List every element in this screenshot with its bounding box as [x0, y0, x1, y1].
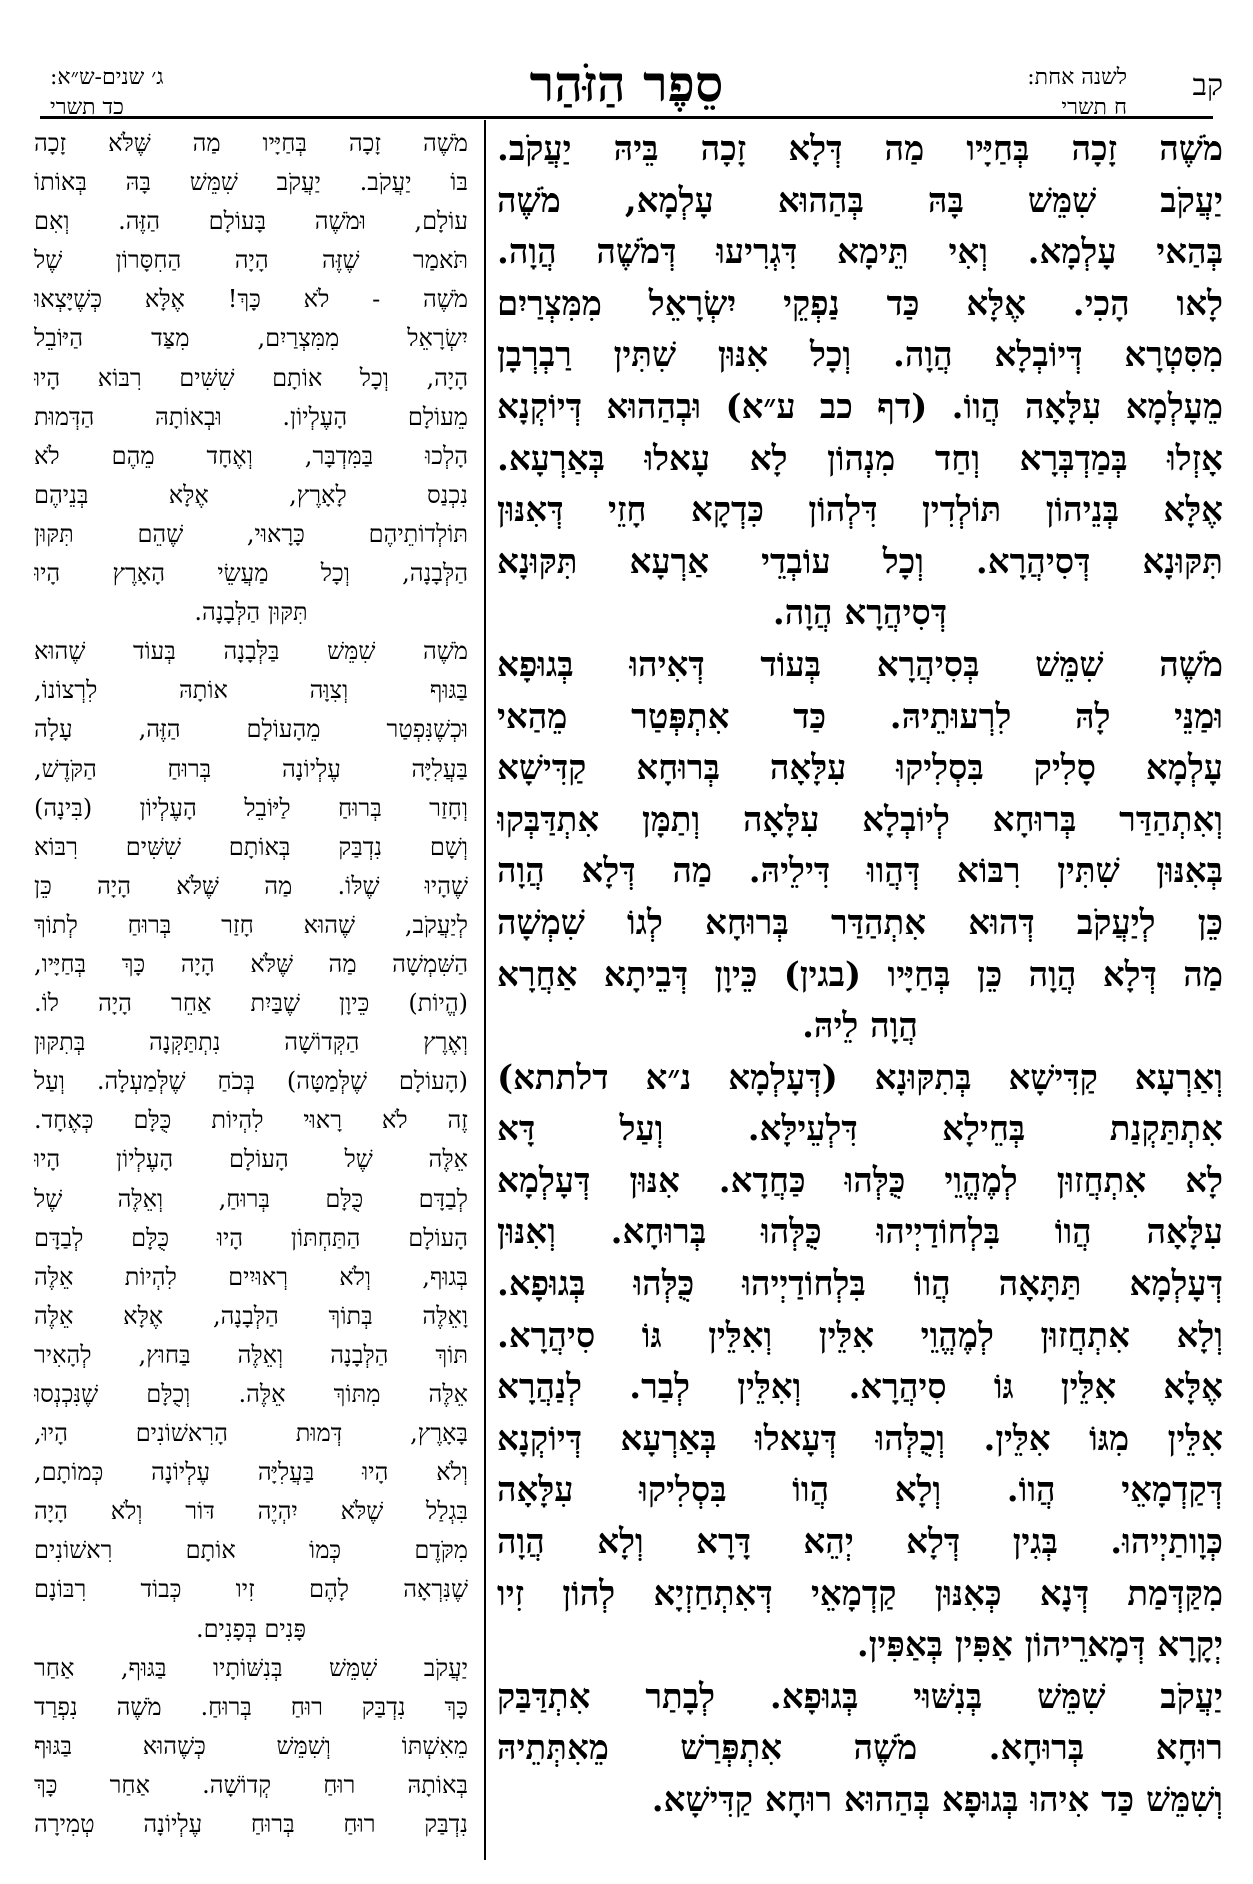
- aramaic-main-column: [497, 124, 1223, 1827]
- translation-text-line: כָּךְ נִדְבַּק רוּחַ בְּרוּחַ. מֹשֶׁה נִפְרַד: [34, 1692, 468, 1721]
- main-text-line: מִקַּדְּמַת דְּנָא כְּאִנּוּן קַדְמָאֵי דְּאִתְחַזְיָא לְהוֹן זִיו: [497, 1573, 1223, 1614]
- main-text-line: וְאַרְעָא קַדִּישָׁא בְּתִקּוּנָא (דְּעָלְמָא נ״א דלתתא): [497, 1057, 1223, 1098]
- translation-text-line: וְשָׁם נִדְבַּק בְּאוֹתָם שִׁשִּׁים רִבּוֹא: [34, 832, 468, 861]
- translation-text-line: מֵאִשְׁתּוֹ וְשִׁמֵּשׁ כְּשֶׁהוּא בַּגּוּף: [34, 1731, 468, 1760]
- main-text-line: אֶלָּא בְּנֵיהוֹן תּוֹלְדִין דִּלְהוֹן כִּדְקָא חָזֵי דְּאִנּוּן: [497, 490, 1223, 531]
- header-right-date: ח תשרי: [1061, 95, 1127, 120]
- translation-text-line: (הֱיוֹת) כֵּיוָן שֶׁבַּיִת אַחֵר הָיָה לוֹ.: [34, 989, 468, 1018]
- column-divider: [484, 120, 486, 1860]
- main-text-line: וְלָא אִתְחֲזוּן לְמֶהֱוֵי אִלֵּין וְאִלֵּין גּוֹ סִיהֲרָא.: [497, 1315, 1223, 1356]
- translation-text-line: אֵלֶּה מִתּוֹךְ אֵלֶּה. וְכֻלָּם שֶׁנִּכְנְסוּ: [34, 1380, 468, 1408]
- translation-text-line: הַשִּׁמְשָׁה מַה שֶּׁלֹּא הָיָה כָּךְ בְּחַיָּיו,: [34, 949, 468, 978]
- main-text-line: כֵּן לְיַעֲקֹב דְּהוּא אִתְהַדַּר בְּרוּחָא לְגוֹ שִׁמְשָׁה: [497, 902, 1223, 943]
- main-text-line: יַעֲקֹב שִׁמֵּשׁ בָּהּ בְּהַהוּא עָלְמָא, מֹשֶׁה: [497, 180, 1223, 221]
- main-text-line: תִּקּוּנָא דְּסִיהֲרָא. וְכָל עוֹבְדֵי אַרְעָא תִּקּוּנָא: [497, 541, 1223, 582]
- translation-text-line: (הָעוֹלָם שֶׁלְּמַטָּה) בְּכֹחַ שֶׁלְּמַעְלָה. וְעַל: [34, 1067, 468, 1096]
- main-text-line: בְּאִנּוּן שִׁתִּין רִבּוֹא דְּהֲווּ דִּילֵיהּ. מַה דְּלָא הֲוָה: [497, 851, 1223, 892]
- book-title: סֵפֶר הַזֹּהַר: [529, 54, 724, 113]
- main-text-line: דְּעָלְמָא תַּתָּאָה הֲווֹ בִּלְחוֹדַיְיהוּ כֻּלְּהוּ בְּגוּפָא.: [497, 1264, 1223, 1305]
- translation-text-line: בִּגְלַל שֶׁלֹּא יִהְיֶה דּוֹר וְלֹא הָיָה: [34, 1497, 468, 1526]
- translation-text-line: הָלְכוּ בַּמִּדְבָּר, וְאֶחָד מֵהֶם לֹא: [34, 441, 468, 470]
- translation-text-line: עוֹלָם, וּמֹשֶׁה בָּעוֹלָם הַזֶּה. וְאִם: [34, 207, 468, 236]
- translation-text-line: וְאֶרֶץ הַקְּדוֹשָׁה נִתְתַּקְּנָה בְּתִקּוּן: [34, 1028, 468, 1057]
- translation-text-line: לְיַעֲקֹב, שֶׁהוּא חָזַר בְּרוּחַ לְתוֹךְ: [34, 910, 468, 939]
- main-text-line: אִתְתַּקְנַת בְּחֵילָא דִּלְעֵילָּא. וְעַל דָּא: [497, 1109, 1223, 1150]
- translation-text-line: הַלְּבָנָה, וְכָל מַעֲשֵׂי הָאָרֶץ הָיוּ: [34, 559, 468, 588]
- translation-text-line: בְּגוּף, וְלֹא רְאוּיִים לִהְיוֹת אֵלֶּה: [34, 1262, 468, 1291]
- translation-text-line: וְחָזַר בְּרוּחַ לַיּוֹבֵל הָעֶלְיוֹן (בִּינָה): [34, 793, 468, 822]
- translation-text-line: תּוֹלְדוֹתֵיהֶם כָּרָאוּי, שֶׁהֵם תִּקּוּן: [34, 519, 468, 548]
- main-text-line: מִסִּטְרָא דְּיוֹבְלָא הֲוָה. וְכָל אִנּוּן שִׁתִּין רַבְרְבָן: [497, 335, 1223, 376]
- translation-text-line: וְלֹא הָיוּ בַּעֲלִיָּה עֶלְיוֹנָה כְּמוֹתָם,: [34, 1458, 468, 1487]
- translation-text-line: וָאֵלֶּה בְּתוֹךְ הַלְּבָנָה, אֶלָּא אֵלֶּה: [34, 1301, 468, 1330]
- translation-text-line: שֶׁהָיוּ שֶׁלּוֹ. מַה שֶּׁלֹּא הָיָה כֵּן: [34, 871, 468, 900]
- main-text-line: עָלְמָא סָלִיק בִּסְלִיקוּ עִלָּאָה בְּרוּחָא קַדִּישָׁא: [497, 748, 1223, 789]
- translation-text-line: לְבַדָּם כֻּלָּם בְּרוּחַ, וְאֵלֶּה שֶׁל: [34, 1184, 468, 1213]
- main-text-line: וְשִׁמֵּשׁ כַּד אִיהוּ בְּגוּפָא בְּהַהוּא רוּחָא קַדִּישָׁא.: [651, 1780, 1223, 1820]
- translation-text-line: תּוֹךְ הַלְּבָנָה וְאֵלֶּה בַּחוּץ, לְהָאִיר: [34, 1340, 468, 1369]
- translation-text-line: נִכְנַס לָאָרֶץ, אֶלָּא בְּנֵיהֶם: [34, 480, 468, 509]
- translation-text-line: הָיָה, וְכָל אוֹתָם שִׁשִּׁים רִבּוֹא הָיוּ: [34, 363, 468, 392]
- main-text-line: יַעֲקֹב שִׁמֵּשׁ בְּנִשּׁוּי בְּגוּפָא. לְבָתַר אִתְדַּבַּק: [497, 1676, 1223, 1717]
- translation-text-line: בַּעֲלִיָּה עֶלְיוֹנָה בְּרוּחַ הַקֹּדֶשׁ,: [34, 754, 468, 783]
- translation-text-line: בְּאוֹתָהּ רוּחַ קְדוֹשָׁה. אַחַר כָּךְ: [34, 1770, 468, 1799]
- main-text-line: וּמַנֵּי לָהּ לִרְעוּתֵיהּ. כַּד אִתְפְּטַר מֵהַאי: [497, 696, 1223, 737]
- main-text-line: דְּסִיהֲרָא הֲוָה.: [772, 593, 948, 634]
- main-text-line: מַה דְּלָא הֲוָה כֵּן בְּחַיָּיו (בגין) כֵּיוָן דְּבֵיתָא אַחֲרָא: [497, 954, 1223, 995]
- header-right-reading-plan: לשנה אחת:: [1027, 65, 1127, 90]
- translation-text-line: הָעוֹלָם הַתַּחְתּוֹן הָיוּ כֻּלָּם לְבַדָּם: [34, 1223, 468, 1252]
- main-text-line: אֶלָּא אִלֵּין גּוֹ סִיהֲרָא. וְאִלֵּין לְבַר. לְנַהֲרָא: [497, 1367, 1223, 1408]
- main-text-line: וְאִתְהַדַּר בְּרוּחָא לְיוֹבְלָא עִלָּאָה וְתַמָּן אִתְדַּבְּקוּ: [497, 799, 1223, 840]
- translation-text-line: תִּקּוּן הַלְּבָנָה.: [194, 598, 308, 627]
- main-text-line: לָא אִתְחֲזוּן לְמֶהֱוֵי כֻּלְּהוּ כַּחֲדָא. אִנּוּן דְּעָלְמָא: [497, 1160, 1223, 1201]
- translation-text-line: יִשְׂרָאֵל מִמִּצְרַיִם, מִצַּד הַיּוֹבֵל: [34, 324, 468, 353]
- page-number: קב: [1192, 68, 1223, 103]
- translation-text-line: מֹשֶׁה - לֹא כָּךְ! אֶלָּא כְּשֶׁיָּצְאוּ: [34, 285, 468, 314]
- main-text-line: מֹשֶׁה זָכָה בְּחַיָּיו מַה דְּלָא זָכָה בֵּיהּ יַעֲקֹב.: [497, 129, 1223, 169]
- main-text-line: בְּהַאי עָלְמָא. וְאִי תֵּימָא דִּגְרִיעוּ דְּמֹשֶׁה הֲוָה.: [497, 232, 1223, 273]
- translation-text-line: מֵעוֹלָם הָעֶלְיוֹן. וּבְאוֹתָהּ הַדְּמוּת: [34, 402, 468, 431]
- main-text-line: לָאו הָכִי. אֶלָּא כַּד נַפְקֵי יִשְׂרָאֵל מִמִּצְרַיִם: [497, 283, 1223, 324]
- translation-text-line: מֹשֶׁה זָכָה בְּחַיָּיו מַה שֶּׁלֹּא זָכָה: [34, 129, 468, 157]
- main-text-line: כְּוָותַיְיהוּ. בְּגִין דְּלָא יְהֵא דָּרָא וְלָא הֲוָה: [497, 1522, 1223, 1563]
- header-rule: [40, 116, 1213, 119]
- translation-text-line: תֹּאמַר שֶׁזֶּה הָיָה הַחִסָּרוֹן שֶׁל: [34, 246, 468, 275]
- translation-text-line: אֵלֶּה שֶׁל הָעוֹלָם הָעֶלְיוֹן הָיוּ: [34, 1145, 468, 1174]
- translation-text-line: מֹשֶׁה שִׁמֵּשׁ בַּלְּבָנָה בְּעוֹד שֶׁהוּא: [34, 637, 468, 666]
- translation-text-line: שֶׁנִּרְאָה לָהֶם זִיו כְּבוֹד רִבּוֹנָם: [34, 1575, 468, 1604]
- hebrew-translation-column: [34, 124, 468, 1844]
- main-text-line: הֲוָה לֵיהּ.: [802, 1006, 918, 1047]
- translation-text-line: זֶה לֹא רָאוּי לִהְיוֹת כֻּלָּם כְּאֶחָד.: [34, 1106, 468, 1135]
- translation-text-line: נִדְבַּק רוּחַ בְּרוּחַ עֶלְיוֹנָה טְמִירָה: [34, 1810, 468, 1839]
- main-text-line: מֹשֶׁה שִׁמֵּשׁ בְּסִיהֲרָא בְּעוֹד דְּאִיהוּ בְּגוּפָא: [497, 644, 1223, 685]
- translation-text-line: יַעֲקֹב שִׁמֵּשׁ בְּנִשּׁוֹתָיו בַּגּוּף, אַחַר: [34, 1653, 468, 1682]
- main-text-line: אִלֵּין מִגּוֹ אִלֵּין. וְכֻלְּהוּ דְּעָאלוּ בְּאַרְעָא דְּיוֹקְנָא: [497, 1418, 1223, 1459]
- translation-text-line: בָּאָרֶץ, דְּמוּת הָרִאשׁוֹנִים הָיוּ,: [34, 1419, 468, 1448]
- page-header: [0, 0, 1253, 120]
- translation-text-line: מִקֹּדֶם כְּמוֹ אוֹתָם רִאשׁוֹנִים: [34, 1536, 468, 1565]
- translation-text-line: בַּגּוּף וְצִוָּה אוֹתָהּ לִרְצוֹנוֹ,: [34, 676, 468, 705]
- main-text-line: מֵעָלְמָא עִלָּאָה הֲווֹ. (דף כב ע״א) וּבְהַהוּא דְּיוֹקְנָא: [497, 386, 1223, 427]
- main-text-line: יְקָרָא דְּמָארֵיהוֹן אַפִּין בְּאַפִּין.: [856, 1625, 1223, 1666]
- translation-text-line: בּוֹ יַעֲקֹב. יַעֲקֹב שִׁמֵּשׁ בָּהּ בְּאוֹתוֹ: [34, 168, 468, 197]
- translation-text-line: וּכְשֶׁנִּפְטַר מֵהָעוֹלָם הַזֶּה, עָלָה: [34, 715, 468, 744]
- main-text-line: דְּקַדְמָאֵי הֲווֹ. וְלָא הֲווֹ בִּסְלִיקוּ עִלָּאָה: [497, 1470, 1223, 1511]
- header-left-reading-plan: ג׳ שנים-ש״א:: [50, 65, 164, 90]
- translation-text-line: פָּנִים בְּפָנִים.: [195, 1614, 307, 1643]
- main-text-line: רוּחָא בְּרוּחָא. מֹשֶׁה אִתְפְּרַשׁ מֵאִתְּתֵיהּ: [497, 1728, 1223, 1769]
- main-text-line: אָזְלוּ בְּמַדְבְּרָא וְחַד מִנְהוֹן לָא עָאלוּ בְּאַרְעָא.: [497, 438, 1223, 479]
- header-left-date: כד תשרי: [50, 95, 124, 120]
- main-text-line: עִלָּאָה הֲווֹ בִּלְחוֹדַיְיהוּ כֻּלְּהוּ בְּרוּחָא. וְאִנּוּן: [497, 1212, 1223, 1253]
